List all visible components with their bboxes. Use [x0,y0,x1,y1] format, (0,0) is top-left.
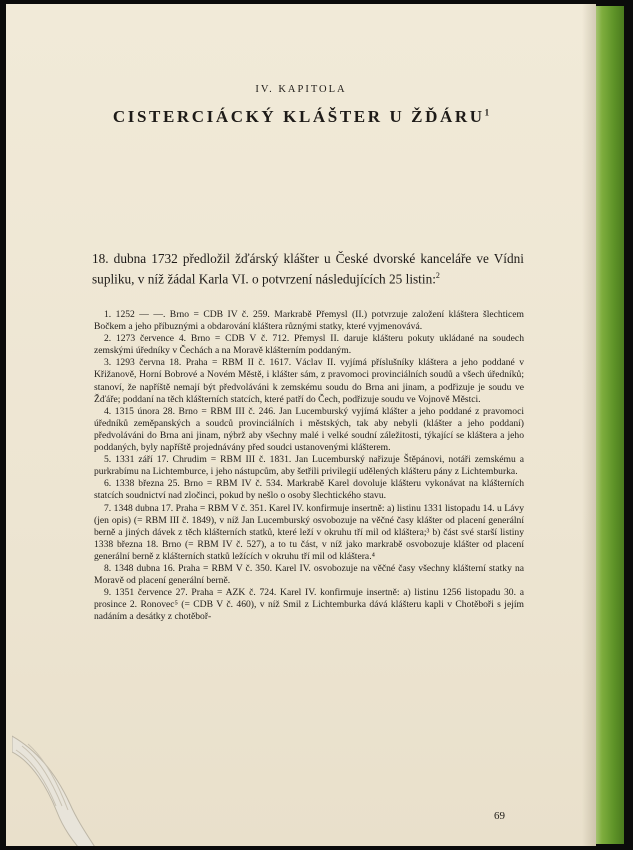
chapter-title-footnote-mark: 1 [484,107,490,118]
intro-text: 18. dubna 1732 předložil žďárský klášter u České dvorské kanceláře ve Vídni supliku, v níž žádal Karla VI. o potvrzení následujících 25 listin: [92,251,524,287]
charter-list [94,309,524,623]
charter-entry: 7. 1348 dubna 17. Praha = RBM V č. 351. Karel IV. konfirmuje insertně: a) listinu 1331 listopadu 14. u Lávy (jen opis) (= RBM III č. 1849), v níž Jan Lucemburský osvobozuje na věčné časy klášter od placení generální berně a jiných dávek z těch klášterních statků, které leží v okruhu tří mil od kláštera;³ b) část své starší listiny 1338 března 18. Brno (= RBM IV č. 527), a to tu část, v níž jako markrabě osvobozuje klášter od placení generální berně z klášterních statků ležících v okruhu tří mil od kláštera.⁴ [94,502,524,562]
charter-entry: 5. 1331 září 17. Chrudim = RBM III č. 1831. Jan Lucemburský nařizuje Štěpánovi, notáři zemskému a purkrabímu na Lichtemburce, i jeho nástupcům, aby šetřili privilegií udělených klášteru pány z Lichtemburka. [94,454,524,478]
chapter-title [6,107,596,127]
charter-entry: 4. 1315 února 28. Brno = RBM III č. 246. Jan Lucemburský vyjímá klášter a jeho poddané z pravomoci úředníků zeměpanských a soudců provinciálních i městských, tak aby nebyli (klášter a jeho poddaní) předvoláváni do Brna ani jinam, nýbrž aby všechny malé i velké soudní záležitosti, týkající se kláštera a jeho poddaných, byly napříště projednávány před soudci ustanovenými klášterem. [94,405,524,454]
book-page [6,4,596,846]
chapter-label: IV. KAPITOLA [255,84,347,95]
intro-paragraph [92,250,524,287]
charter-entry: 6. 1338 března 25. Brno = RBM IV č. 534. Markrabě Karel dovoluje klášteru vykonávat na klášterních statcích soudnictví nad zločinci, pokud by nešlo o osoby šlechtického stavu. [94,478,524,502]
chapter-title-text: CISTERCIÁCKÝ KLÁŠTER U ŽĎÁRU [112,107,485,126]
page-number: 69 [494,810,505,822]
charter-entry: 1. 1252 — —. Brno = CDB IV č. 259. Markrabě Přemysl (II.) potvrzuje založení kláštera šlechticem Bočkem a jeho příbuznými a obdarování kláštera různými statky, které vyjmenovává. [94,309,524,333]
charter-entry: 2. 1273 července 4. Brno = CDB V č. 712. Přemysl II. daruje klášteru pokuty ukládané na soudech zemskými úředníky v Čechách a na Moravě klášterním poddaným. [94,333,524,357]
charter-entry: 3. 1293 června 18. Praha = RBM II č. 1617. Václav II. vyjímá příslušníky kláštera a jeho poddané v Křižanově, Horní Bobrové a Novém Městě, i klášter sám, z pravomoci provinciálních soudů a všech úředníků; stanoví, že napříště nemají být předvoláváni k zemskému soudu do Brna ani jinam, a podřizuje je soudu ve Žďáře; poddaní na těch klášterních statcích, které patří do Čech, podřizuje soudu ve Vojnově Městci. [94,357,524,405]
bookmark-ribbon-icon [12,732,102,846]
charter-entry: 8. 1348 dubna 16. Praha = RBM V č. 350. Karel IV. osvobozuje na věčné časy všechny klášterní statky na Moravě od placení generální berně. [94,562,524,587]
intro-footnote-mark: 2 [435,271,440,280]
charter-entry: 9. 1351 července 27. Praha = AZK č. 724. Karel IV. konfirmuje insertně: a) listinu 1256 listopadu 30. a prosince 2. Ronovec⁵ (= CDB V č. 460), v níž Smil z Lichtemburka dává klášteru kapli v Chotěboři s jejím nadáním a desátky z chotěboř- [94,587,524,623]
